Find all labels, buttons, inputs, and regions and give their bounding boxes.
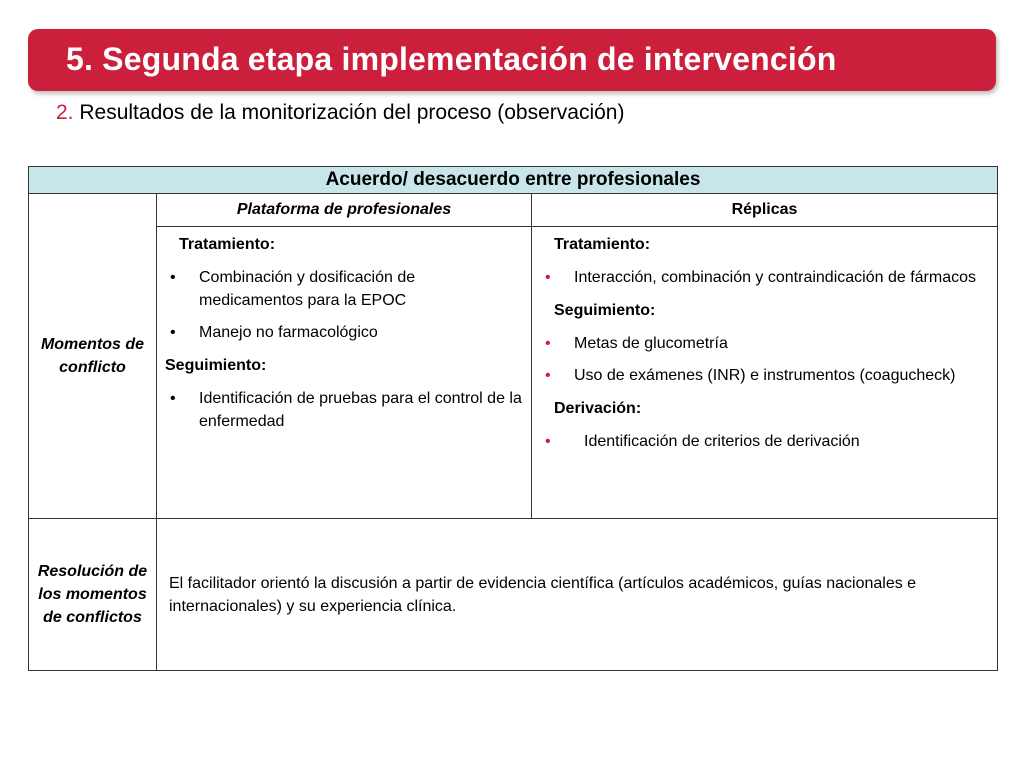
subtitle-text: Resultados de la monitorización del proceso (observación) <box>79 101 625 124</box>
table-row <box>29 519 998 671</box>
subtitle <box>56 101 624 125</box>
title-bar <box>28 29 996 91</box>
table-caption: Acuerdo/ desacuerdo entre profesionales <box>29 167 998 194</box>
bullet-list <box>540 332 989 387</box>
column-header-plataforma: Plataforma de profesionales <box>157 194 532 227</box>
section-heading: Seguimiento: <box>165 357 267 374</box>
bullet-list <box>165 387 523 433</box>
section-heading: Seguimiento: <box>554 302 656 319</box>
plataforma-cell <box>157 227 532 519</box>
list-item: • Identificación de criterios de derivación <box>540 430 989 453</box>
section-heading: Derivación: <box>554 400 642 417</box>
resolucion-text: El facilitador orientó la discusión a partir de evidencia científica (artículos académicos, guías nacionales e internacionales) y su experiencia clínica. <box>157 519 998 671</box>
row-label-resolucion: Resolución de los momentos de conflictos <box>29 519 157 671</box>
list-item: • Uso de exámenes (INR) e instrumentos (coagucheck) <box>540 364 989 387</box>
list-item: • Interacción, combinación y contraindicación de fármacos <box>540 266 989 289</box>
replicas-cell <box>532 227 998 519</box>
list-item: • Metas de glucometría <box>540 332 989 355</box>
bullet-icon: • <box>545 269 551 286</box>
bullet-list <box>540 266 989 289</box>
section-heading: Tratamiento: <box>554 236 651 253</box>
bullet-icon: • <box>545 367 551 384</box>
list-item: • Combinación y dosificación de medicamentos para la EPOC <box>165 266 523 312</box>
row-label-momentos: Momentos de conflicto <box>29 194 157 519</box>
bullet-icon: • <box>170 269 176 286</box>
list-item: • Identificación de pruebas para el control de la enfermedad <box>165 387 523 433</box>
agreement-table <box>28 166 998 671</box>
subtitle-number: 2. <box>56 101 74 124</box>
list-item: • Manejo no farmacológico <box>165 321 523 344</box>
table-row <box>29 227 998 519</box>
page-title: 5. Segunda etapa implementación de intervención <box>66 41 837 77</box>
bullet-list <box>540 430 989 453</box>
bullet-icon: • <box>170 390 176 407</box>
bullet-icon: • <box>545 335 551 352</box>
column-header-row <box>29 194 998 227</box>
bullet-icon: • <box>545 433 551 450</box>
section-heading: Tratamiento: <box>179 236 276 253</box>
bullet-icon: • <box>170 324 176 341</box>
column-header-replicas: Réplicas <box>532 194 998 227</box>
table-caption-row <box>29 167 998 194</box>
bullet-list <box>165 266 523 344</box>
